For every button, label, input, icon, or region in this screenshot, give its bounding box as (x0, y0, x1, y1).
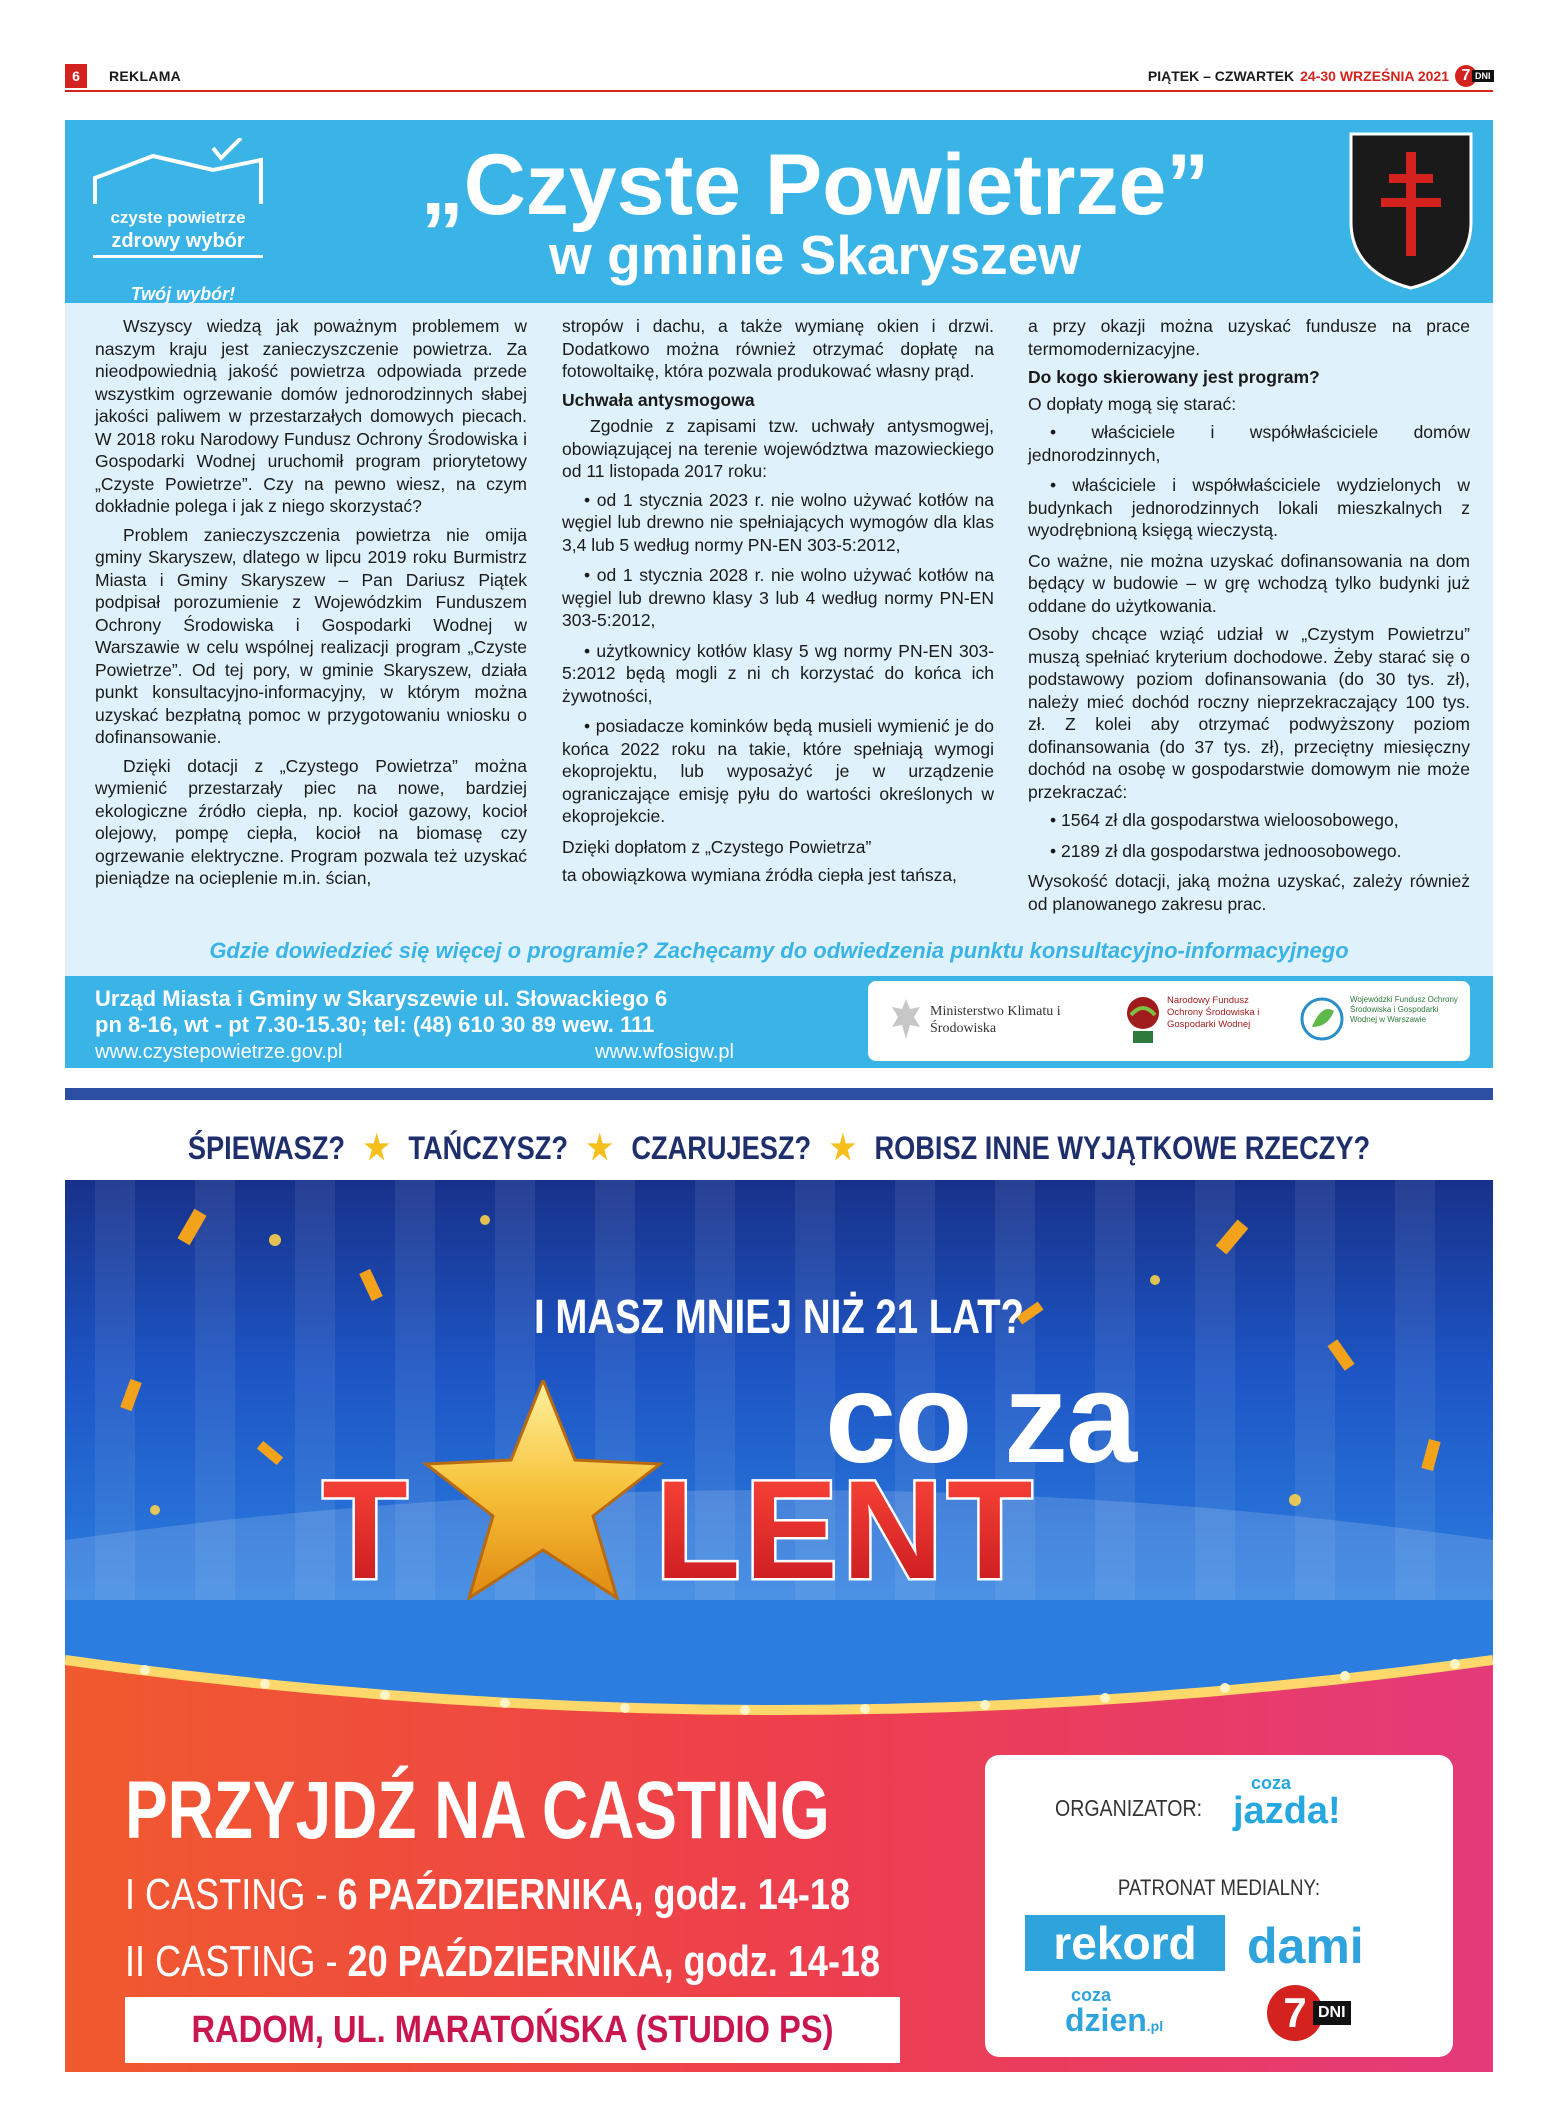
star-icon (426, 1380, 660, 1598)
talent-letters-lent: LENT (655, 1451, 1037, 1600)
coza-jazda-small: coza (1251, 1773, 1292, 1793)
co-za-talent-ad (65, 1088, 1493, 2072)
bullet-item: • od 1 stycznia 2023 r. nie wolno używać kotłów na węgiel lub drewno nie spełniających wymogów dla klas 3,4 lub 5 według normy PN-EN 303-5:2012, (562, 489, 994, 555)
patron-label: PATRONAT MEDIALNY: (1117, 1875, 1321, 1900)
question-other: ROBISZ INNE WYJĄTKOWE RZECZY? (874, 1129, 1371, 1166)
coat-of-arms-icon (1347, 130, 1475, 290)
casting-title: PRZYJDŹ NA CASTING (125, 1765, 830, 1856)
coza-dzien-logo (1065, 1985, 1164, 2038)
talent-questions (172, 1128, 1386, 1168)
sponsor-wfosigw-name: Wojewódzki Fundusz Ochrony Środowiska i Gospodarki Wodnej w Warszawie (1350, 995, 1458, 1024)
czyste-powietrze-ad (65, 120, 1493, 1068)
7dni-logo-text: DNI (1313, 2001, 1351, 2025)
talent-age-question: I MASZ MNIEJ NIŻ 21 LAT? (534, 1291, 1024, 1344)
subheading: Do kogo skierowany jest program? (1028, 367, 1320, 387)
bullet-item: • 1564 zł dla gospodarstwa wieloosobowego, (1050, 810, 1399, 830)
address-line: Urząd Miasta i Gminy w Skaryszewie ul. Słowackiego 6 (95, 986, 668, 1011)
sponsor-nfosigw (1123, 989, 1283, 1053)
cp-banner (65, 120, 1493, 303)
question-sing: ŚPIEWASZ? (187, 1129, 346, 1166)
page-number: 6 (65, 64, 87, 88)
subheading: Uchwała antysmogowa (562, 389, 755, 410)
cp-logo-slogan: Twój wybór! (130, 284, 236, 304)
paragraph: a przy okazji można uzyskać fundusze na prace termomodernizacyjne. (1028, 316, 1470, 359)
sponsor-ministry (886, 989, 1096, 1053)
coza-jazda-big: jazda! (1233, 1790, 1341, 1832)
paragraph: Problem zanieczyszczenia powietrza nie omija gminy Skaryszew, dlatego w lipcu 2019 roku Burmistrz Miasta i Gminy Skaryszew – Pan Dariusz Piątek podpisał porozumienie z Wojewódzkim Funduszem Ochrony Środowiska i Gospodarki Wodnej w Warszawie w celu wspólnej realizacji program „Czyste Powietrze”. Od tej pory, w gminie Skaryszew, działa punkt konsultacyjno-informacyjny, w którym można uzyskać bezpłatną pomoc w przygotowaniu wniosku o dofinansowanie. (95, 524, 527, 747)
sponsor-wfosigw (1298, 989, 1463, 1053)
casting-1-prefix: I CASTING - (125, 1870, 338, 1919)
casting-date-1 (125, 1870, 850, 1920)
bullet-item: • od 1 stycznia 2028 r. nie wolno używać kotłów na węgiel lub drewno klasy 3 lub 4 według normy PN-EN 303-5:2012, (562, 565, 994, 630)
paragraph: ta obowiązkowa wymiana źródła ciepła jest tańsza, (562, 865, 957, 885)
paragraph: Wszyscy wiedzą jak poważnym problemem w naszym kraju jest zanieczyszczenie powietrza. Za nieodpowiednią jakość powietrza odpowiada przede wszystkim ogrzewanie domów jednorodzinnych słabej jakości paliwem w przestarzałych domowych piecach. W 2018 roku Narodowy Fundusz Ochrony Środowiska i Gospodarki Wodnej uruchomił program priorytetowy „Czyste Powietrze”. Czy na pewno wiesz, na czym dokładnie polega i jak z niego skorzystać? (95, 316, 527, 516)
cp-address (95, 986, 667, 1038)
7dni-logo-number: 7 (1455, 65, 1477, 87)
sponsor-nfosigw-name: Narodowy Fundusz Ochrony Środowiska i Gospodarki Wodnej (1167, 995, 1260, 1030)
organizer-box (985, 1755, 1453, 2057)
7dni-logo-text: DNI (1472, 70, 1494, 82)
bullet-item: • właściciele i współwłaściciele domów jednorodzinnych, (1028, 422, 1470, 465)
coza-dzien-small: coza (1071, 1985, 1112, 2005)
rekord-logo: rekord (1025, 1915, 1225, 1971)
paragraph: Dzięki dotacji z „Czystego Powietrza” można wymienić przestarzały piec na nowe, bardziej ekologiczne źródło ciepła, np. kocioł gazowy, kocioł olejowy, pompę ciepła, kocioł na biomasę czy ogrzewanie elektryczne. Program pozwala też uzyskać pieniądze na ocieplenie m.in. ścian, (95, 755, 527, 888)
page-header (65, 62, 1493, 92)
hours-line: pn 8-16, wt - pt 7.30-15.30; tel: (48) 610 30 89 wew. 111 (95, 1012, 655, 1037)
article-column-2 (562, 315, 994, 893)
star-icon: ★ (829, 1129, 856, 1167)
dami-logo: dami (1247, 1918, 1364, 1974)
casting-date-2 (125, 1937, 880, 1987)
cp-website-link[interactable]: www.czystepowietrze.gov.pl (95, 1041, 343, 1063)
star-icon: ★ (363, 1129, 390, 1167)
organizer-label: ORGANIZATOR: (1055, 1795, 1203, 1821)
house-check-icon (93, 138, 273, 208)
paragraph: Wysokość dotacji, jaką można uzyskać, zależy również od planowanego zakresu prac. (1028, 871, 1470, 914)
cp-info-line: Gdzie dowiedzieć się więcej o programie? Zachęcamy do odwiedzenia punktu konsultacyjno-informacyjnego (209, 938, 1349, 963)
7dni-logo-number: 7 (1267, 1985, 1323, 2041)
coza-dzien-word: dzien (1065, 2002, 1147, 2038)
wfosigw-website-link[interactable]: www.wfosigw.pl (595, 1041, 734, 1063)
coza-jazda-logo (1233, 1773, 1341, 1832)
date-value: 24-30 WRZEŚNIA 2021 (1300, 68, 1449, 84)
paragraph: Dzięki dopłatom z „Czystego Powietrza” (562, 836, 872, 857)
casting-1-date: 6 PAŹDZIERNIKA, godz. 14-18 (337, 1870, 851, 1919)
eagle-emblem-icon (888, 995, 924, 1045)
coza-dzien-suffix: .pl (1146, 2018, 1164, 2034)
7dni-logo (1455, 65, 1493, 87)
talent-logo-coza: co za (825, 1347, 1136, 1490)
paragraph: Co ważne, nie można uzyskać dofinansowania na dom będący w budowie – w grę wchodzą tylko budynki już oddane do użytkowania. (1028, 550, 1470, 616)
cp-footer (65, 976, 1493, 1068)
casting-2-prefix: II CASTING - (125, 1937, 348, 1986)
sponsor-ministry-name: Ministerstwo Klimatu i Środowiska (930, 1004, 1061, 1036)
paragraph: O dopłaty mogą się starać: (1028, 393, 1237, 414)
cp-subtitle: w gminie Skaryszew (549, 224, 1081, 286)
section-name: REKLAMA (109, 68, 182, 84)
talent-casting-section (65, 1600, 1493, 2072)
question-magic: CZARUJESZ? (631, 1129, 812, 1166)
star-icon: ★ (586, 1129, 613, 1167)
article-column-3 (1028, 315, 1470, 921)
sponsor-logos (868, 981, 1470, 1061)
cp-logo-line2: zdrowy wybór (111, 230, 245, 252)
paragraph: stropów i dachu, a także wymianę okien i drzwi. Dodatkowo można również otrzymać dopłatę na fotowoltaikę, która pozwala produkować własny prąd. (562, 316, 994, 381)
article-column-1 (95, 315, 527, 896)
cp-logo-divider (93, 255, 263, 258)
wfosigw-emblem-icon (1298, 993, 1346, 1049)
bullet-item: • właściciele i współwłaściciele wydzielonych w budynkach jednorodzinnych lokali mieszkalnych z wyodrębnioną księgą wieczystą. (1028, 475, 1470, 540)
cp-article (95, 315, 1470, 930)
date-label: PIĄTEK – CZWARTEK (1147, 68, 1295, 84)
7dni-logo (1267, 1985, 1357, 2043)
question-dance: TAŃCZYSZ? (408, 1129, 569, 1166)
casting-2-date: 20 PAŹDZIERNIKA, godz. 14-18 (347, 1937, 881, 1986)
cp-logo (93, 138, 273, 304)
talent-logo (65, 1380, 1493, 1600)
bullet-item: • użytkownicy kotłów klasy 5 wg normy PN-EN 303-5:2012 będą mogli z ni ch korzystać do końca ich żywotności, (562, 640, 994, 706)
stage-arc (65, 1600, 1493, 1750)
coza-dzien-big (1065, 2002, 1164, 2038)
paragraph: Zgodnie z zapisami tzw. uchwały antysmogwej, obowiązującej na terenie województwa mazowieckiego od 11 listopada 2017 roku: (562, 416, 994, 481)
casting-location-text: RADOM, UL. MARATOŃSKA (STUDIO PS) (191, 2009, 834, 2051)
talent-stage (65, 1180, 1493, 1600)
bullet-item: • posiadacze kominków będą musieli wymienić je do końca 2022 roku na takie, które spełniają wymogi ekoprojektu, lub wyposażyć je w urządzenie ograniczające emisję pyłu do wartości określonych w ekoprojekcie. (562, 716, 994, 826)
cp-logo-line1: czyste powietrze (110, 208, 246, 227)
nfosigw-emblem-icon (1123, 993, 1163, 1049)
talent-letter-t: T (322, 1451, 408, 1600)
casting-location (125, 1997, 900, 2063)
issue-date (1148, 65, 1493, 87)
bullet-item: • 2189 zł dla gospodarstwa jednoosobowego. (1050, 840, 1402, 861)
cp-title: „Czyste Powietrze” (420, 137, 1210, 233)
talent-questions-bar (65, 1088, 1493, 1180)
paragraph: Osoby chcące wziąć udział w „Czystym Powietrzu” muszą spełniać kryterium dochodowe. Żeby starać się o podstawowy poziom dofinansowania (do 30 tys. zł), należy mieć dochód roczny nieprzekraczający 100 tys. zł. Z kolei aby otrzymać podwyższony poziom dofinansowania (do 37 tys. zł), przeciętny miesięczny dochód na osobę w gospodarstwie domowym nie może przekraczać: (1028, 624, 1470, 802)
